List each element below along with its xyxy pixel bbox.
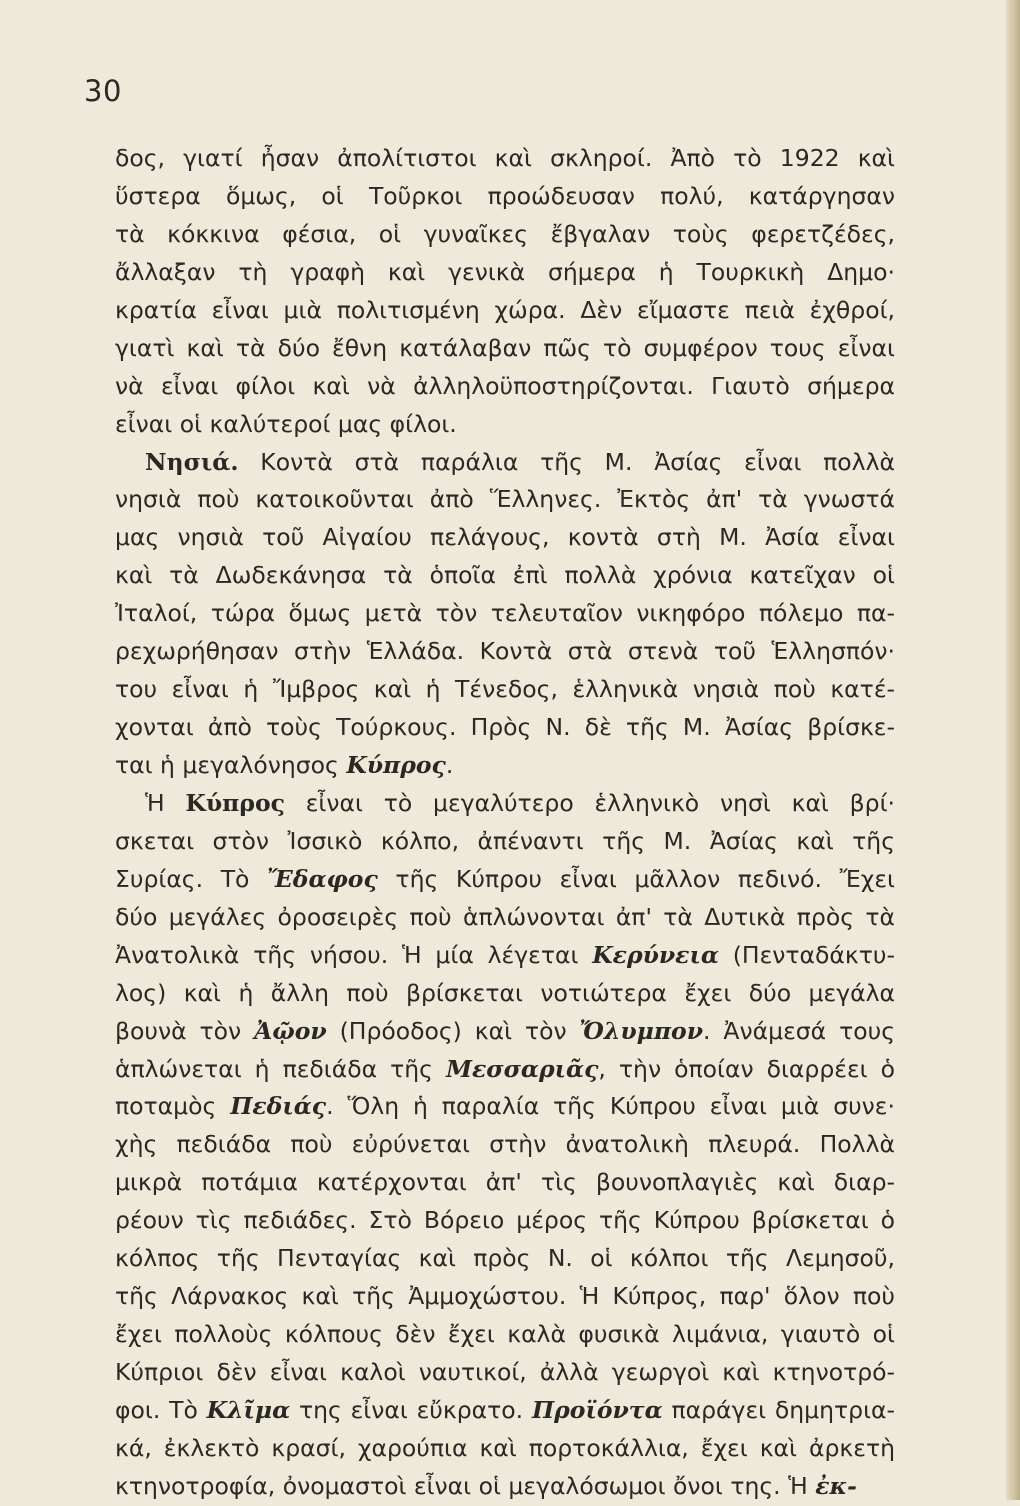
page-edge (1006, 0, 1020, 1500)
line-text: . Ἀνάμεσά τους (703, 1016, 895, 1045)
line-text: μας νησιὰ τοῦ Αἰγαίου πελάγους, κοντὰ στὴ Μ. Ἀσία εἶναι (115, 523, 895, 552)
text-line (115, 899, 895, 937)
line-text: δος, γιατί ἦσαν ἀπολίτιστοι καὶ σκληροί. Ἀπὸ τὸ 1922 καὶ (115, 144, 895, 172)
line-text: χονται ἀπὸ τοὺς Τούρκους. Πρὸς Ν. δὲ τῆς Μ. Ἀσίας βρίσκε- (115, 713, 895, 742)
text-line (115, 1126, 895, 1164)
emphasized-term: Προϊόντα (531, 1395, 663, 1424)
line-text: ρεχωρήθησαν στὴν Ἑλλάδα. Κοντὰ στὰ στενὰ τοῦ Ἑλλησπόν· (115, 637, 895, 666)
line-text: σκεται στὸν Ἰσσικὸ κόλπο, ἀπέναντι τῆς Μ. Ἀσίας καὶ τῆς (115, 826, 895, 855)
line-text: ποταμὸς (115, 1092, 231, 1121)
emphasized-term: Κύπρος (346, 751, 446, 779)
line-text: εἶναι τὸ μεγαλύτερο ἑλληνικὸ νησὶ καὶ βρί· (284, 788, 895, 817)
line-text: τῆς Λάρνακος καὶ τῆς Ἀμμοχώστου. Ἡ Κύπρος, παρ' ὅλον ποὺ (115, 1282, 895, 1311)
text-line (115, 1202, 895, 1240)
line-text: κρατία εἶναι μιὰ πολιτισμένη χώρα. Δὲν εἴμαστε πειὰ ἐχθροί, (115, 295, 895, 324)
text-line (115, 823, 895, 861)
line-text: τὰ κόκκινα φέσια, οἱ γυναῖκες ἔβγαλαν τοὺς φερετζέδες, (115, 219, 895, 248)
emphasized-term: Πεδιάς (230, 1092, 327, 1121)
line-text: βουνὰ τὸν (115, 1016, 255, 1045)
line-text: του εἶναι ἡ Ἴμβρος καὶ ἡ Τένεδος, ἑλληνικὰ νησιὰ ποὺ κατέ- (115, 675, 895, 704)
line-text: Ἀνατολικὰ τῆς νήσου. Ἡ μία λέγεται (115, 940, 593, 969)
emphasized-term: Κλῖμα (206, 1395, 291, 1424)
text-line (115, 330, 895, 368)
line-text: κτηνοτροφία, ὀνομαστοὶ εἶναι οἱ μεγαλόσωμοι ὄνοι της. Ἡ (115, 1471, 816, 1500)
line-text: , τὴν ὁποίαν διαρρέει ὁ (598, 1054, 895, 1083)
text-line (115, 1430, 895, 1468)
text-line (115, 406, 895, 444)
emphasized-term: Ἀῷον (254, 1016, 327, 1045)
text-line (115, 671, 895, 709)
text-line (115, 1316, 895, 1354)
line-text: (Πενταδάκτυ- (718, 940, 895, 969)
text-line (115, 785, 895, 823)
line-text: Ἰταλοί, τώρα ὅμως μετὰ τὸν τελευταῖον νικηφόρο πόλεμο πα- (115, 599, 895, 628)
line-text: μικρὰ ποτάμια κατέρχονται ἀπ' τὶς βουνοπλαγιὲς καὶ διαρ- (115, 1168, 895, 1197)
text-line (115, 747, 895, 785)
line-text: Ἡ (145, 788, 186, 817)
line-text: ἄλλαξαν τὴ γραφὴ καὶ γενικὰ σήμερα ἡ Τουρκικὴ Δημο· (115, 257, 895, 286)
line-text: νὰ εἶναι φίλοι καὶ νὰ ἀλληλοϋποστηρίζονται. Γιαυτὸ σήμερα (115, 371, 895, 400)
section-heading: Κύπρος (185, 788, 285, 817)
text-line (115, 140, 895, 178)
line-text: καὶ τὰ Δωδεκάνησα τὰ ὁποῖα ἐπὶ πολλὰ χρόνια κατεῖχαν οἱ (115, 561, 895, 590)
text-line (115, 861, 895, 899)
line-text: Κοντὰ στὰ παράλια τῆς Μ. Ἀσίας εἶναι πολλὰ (238, 447, 895, 476)
line-text: (Πρόοδος) καὶ τὸν (326, 1016, 580, 1045)
emphasized-term: ἐκ- (815, 1471, 857, 1500)
text-line (115, 1278, 895, 1316)
line-text: γιατὶ καὶ τὰ δύο ἔθνη κατάλαβαν πῶς τὸ συμφέρον τους εἶναι (115, 333, 895, 362)
line-text: ἁπλώνεται ἡ πεδιάδα τῆς (115, 1054, 446, 1083)
line-text: νησιὰ ποὺ κατοικοῦνται ἀπὸ Ἕλληνες. Ἐκτὸς ἀπ' τὰ γνωστά (115, 485, 895, 514)
line-text: της εἶναι εὔκρατο. (290, 1395, 532, 1424)
line-text: Κύπριοι δὲν εἶναι καλοὶ ναυτικοί, ἀλλὰ γεωργοὶ καὶ κτηνοτρό- (115, 1358, 895, 1386)
text-line (115, 1354, 895, 1392)
line-text: . Ὅλη ἡ παραλία τῆς Κύπρου εἶναι μιὰ συνε· (326, 1092, 895, 1121)
emphasized-term: Ὄλυμπον (579, 1016, 704, 1045)
line-text: ται ἡ μεγαλόνησος (115, 751, 347, 779)
emphasized-term: Ἔδαφος (267, 864, 378, 893)
line-text: ρέουν τὶς πεδιάδες. Στὸ Βόρειο μέρος τῆς Κύπρου βρίσκεται ὁ (115, 1206, 895, 1235)
emphasized-term: Μεσσαριᾶς (445, 1054, 599, 1083)
text-line (115, 1240, 895, 1278)
line-text: τῆς Κύπρου εἶναι μᾶλλον πεδινό. Ἔχει (377, 864, 896, 893)
line-text: κά, ἐκλεκτὸ κρασί, χαρούπια καὶ πορτοκάλλια, ἔχει καὶ ἀρκετὴ (115, 1433, 895, 1462)
line-text: δύο μεγάλες ὀροσειρὲς ποὺ ἁπλώνονται ἀπ' τὰ Δυτικὰ πρὸς τὰ (115, 902, 895, 931)
text-line (115, 1164, 895, 1202)
text-line (115, 557, 895, 595)
text-line (115, 633, 895, 671)
page-number: 30 (84, 74, 122, 108)
line-text: λος) καὶ ἡ ἄλλη ποὺ βρίσκεται νοτιώτερα ἔχει δύο μεγάλα (115, 978, 895, 1007)
text-line (115, 292, 895, 330)
body-text (115, 140, 895, 1506)
text-line (115, 444, 895, 482)
line-text: ὕστερα ὅμως, οἱ Τοῦρκοι προώδευσαν πολύ, κατάργησαν (115, 181, 895, 210)
text-line (115, 595, 895, 633)
text-line (115, 368, 895, 406)
text-line (115, 1088, 895, 1126)
text-line (115, 519, 895, 557)
text-line (115, 709, 895, 747)
text-line (115, 254, 895, 292)
section-heading: Νησιά. (145, 447, 239, 476)
text-line (115, 937, 895, 975)
line-text: ἔχει πολλοὺς κόλπους δὲν ἔχει καλὰ φυσικὰ λιμάνια, γιαυτὸ οἱ (115, 1320, 895, 1349)
text-line (115, 216, 895, 254)
line-text: Συρίας. Τὸ (115, 864, 268, 893)
line-text: χὴς πεδιάδα ποὺ εὐρύνεται στὴν ἀνατολικὴ πλευρά. Πολλὰ (115, 1130, 895, 1159)
text-line (115, 481, 895, 519)
text-line (115, 178, 895, 216)
line-text: εἶναι οἱ καλύτεροί μας φίλοι. (115, 409, 457, 438)
text-line (115, 1013, 895, 1051)
line-text: παράγει δημητρια- (662, 1395, 895, 1424)
text-line (115, 1392, 895, 1430)
line-text: φοι. Τὸ (115, 1395, 207, 1424)
text-line (115, 1468, 895, 1506)
text-line (115, 975, 895, 1013)
line-text: κόλπος τῆς Πενταγίας καὶ πρὸς Ν. οἱ κόλποι τῆς Λεμησοῦ, (115, 1244, 895, 1273)
line-text: . (445, 751, 454, 779)
emphasized-term: Κερύνεια (592, 940, 719, 969)
text-line (115, 1051, 895, 1089)
